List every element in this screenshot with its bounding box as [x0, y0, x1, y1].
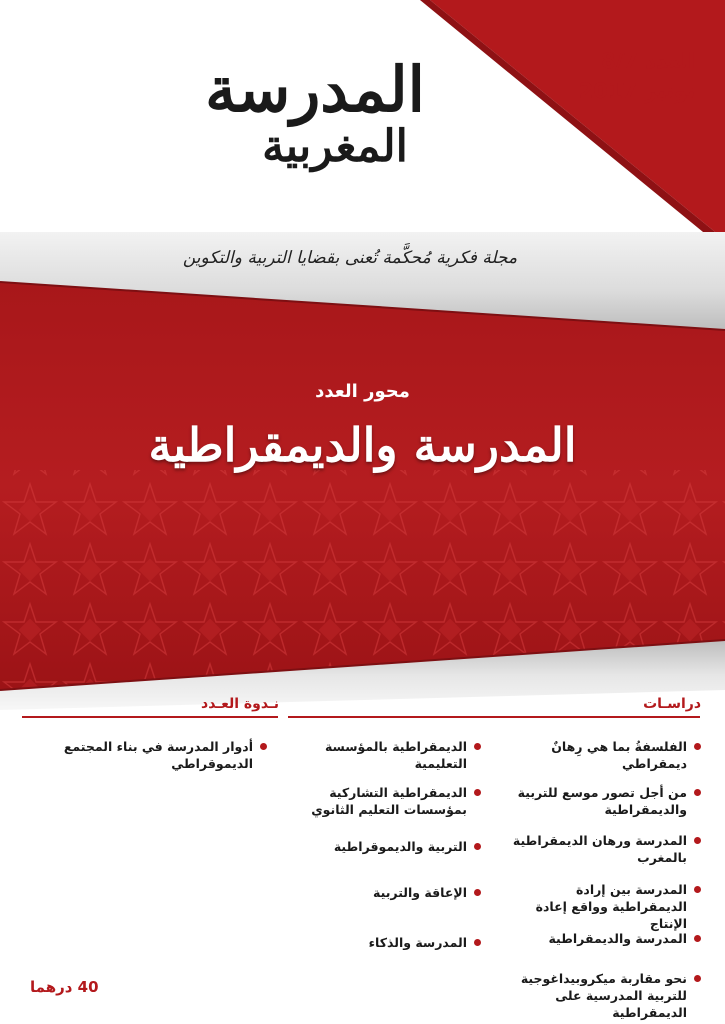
bullet-icon	[260, 743, 267, 750]
bullet-icon	[474, 939, 481, 946]
list-item	[281, 738, 481, 772]
article-title: المدرسة بين إرادة الديمقراطية وواقع إعادة الإنتاج	[535, 882, 687, 931]
article-title: الديمقراطية التشاركية بمؤسسات التعليم الثانوي	[311, 785, 467, 817]
list-item	[334, 838, 481, 855]
list-item	[373, 884, 481, 901]
studies-list-right	[511, 738, 701, 1018]
bullet-icon	[694, 837, 701, 844]
symposium-heading: نـدوة العـدد	[201, 696, 279, 712]
list-item	[281, 784, 481, 818]
bullet-icon	[694, 935, 701, 942]
list-item	[17, 738, 267, 772]
theme-label: محور العدد	[315, 381, 410, 402]
bullet-icon	[694, 789, 701, 796]
article-title: التربية والديموقراطية	[333, 839, 467, 854]
issue-number: العدد 8/7	[600, 49, 695, 73]
list-item	[511, 881, 701, 932]
article-title: المدرسة والديمقراطية	[548, 931, 687, 946]
list-item	[511, 970, 701, 1021]
logo-line-2: المغربية	[262, 121, 408, 172]
bullet-icon	[694, 886, 701, 893]
article-title: الإعاقة والتربية	[373, 885, 467, 900]
list-item	[511, 832, 701, 866]
studies-divider	[288, 716, 700, 718]
list-item	[511, 738, 701, 772]
article-title: الديمقراطية بالمؤسسة التعليمية	[324, 739, 467, 771]
bullet-icon	[694, 975, 701, 982]
list-item	[511, 784, 701, 818]
article-title: أدوار المدرسة في بناء المجتمع الديموقراطي	[63, 739, 253, 771]
list-item	[369, 934, 481, 951]
bullet-icon	[474, 843, 481, 850]
issue-date: نونبر 2017	[578, 79, 695, 103]
studies-heading: دراسـات	[643, 696, 701, 712]
logo-line-1: المدرسة	[205, 53, 425, 126]
magazine-tagline: مجلة فكرية مُحكَّمة تُعنى بقضايا التربية والتكوين	[182, 248, 518, 268]
article-title: نحو مقاربة ميكروبيداغوجية للتربية المدرسية على الديمقراطية	[520, 971, 687, 1020]
article-title: المدرسة ورهان الديمقراطية بالمغرب	[512, 833, 687, 865]
bullet-icon	[474, 743, 481, 750]
price-label: 40 درهما	[30, 978, 99, 996]
bullet-icon	[474, 789, 481, 796]
list-item	[548, 930, 701, 947]
symposium-divider	[22, 716, 278, 718]
theme-title: المدرسة والديمقراطية	[148, 418, 577, 472]
bullet-icon	[694, 743, 701, 750]
symposium-list	[17, 738, 267, 771]
studies-list-middle	[281, 738, 481, 968]
article-title: المدرسة والذكاء	[368, 935, 467, 950]
article-title: من أجل تصور موسع للتربية والديمقراطية	[517, 785, 687, 817]
article-title: الفلسفةُ بما هي رِهانٌ ديمقراطي	[551, 739, 687, 771]
bullet-icon	[474, 889, 481, 896]
